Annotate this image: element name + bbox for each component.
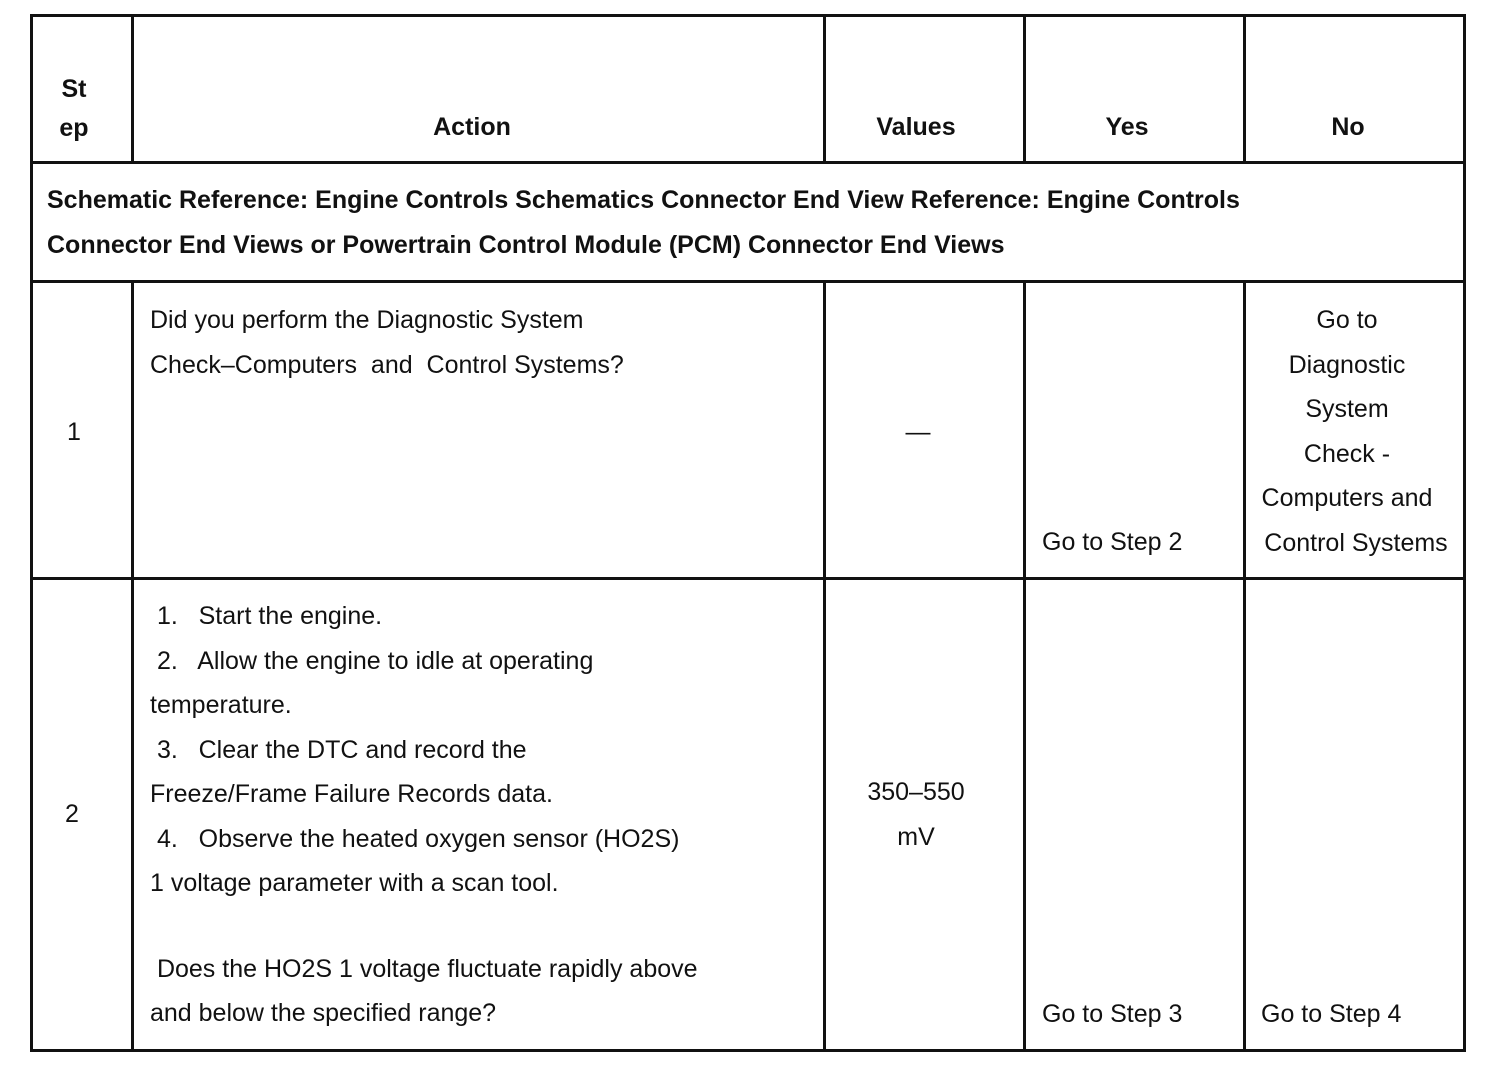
reference-divider <box>30 280 1466 283</box>
row2-values-line: 350–550 <box>867 778 965 806</box>
header-step <box>34 70 114 148</box>
col-divider-action <box>823 280 826 1052</box>
table-border-left <box>30 14 33 1052</box>
row-divider <box>30 577 1466 580</box>
row2-action-line: Freeze/Frame Failure Records data. <box>150 780 553 808</box>
row2-action-line: 2. Allow the engine to idle at operating <box>150 646 594 675</box>
table-border-right <box>1463 14 1466 1052</box>
row2-action-line: Does the HO2S 1 voltage fluctuate rapidly above <box>150 954 698 983</box>
row1-no-line: Go to <box>1316 306 1378 334</box>
row2-action-line: 4. Observe the heated oxygen sensor (HO2S) <box>150 824 680 853</box>
row1-values: — <box>905 418 931 446</box>
col-divider-values <box>1023 280 1026 1052</box>
row1-no-line: Check - <box>1303 439 1391 468</box>
row2-yes: Go to Step 3 <box>1042 1000 1183 1028</box>
row1-no-line: Computers and <box>1261 484 1433 512</box>
header-divider <box>30 161 1466 164</box>
row1-step: 1 <box>67 418 81 446</box>
reference-line: Connector End Views or Powertrain Control Module (PCM) Connector End Views <box>47 230 1005 259</box>
row2-action-line: and below the specified range? <box>150 999 497 1027</box>
row2-action-line: 1 voltage parameter with a scan tool. <box>150 869 559 897</box>
table-border-top <box>30 14 1466 17</box>
header-yes: Yes <box>1105 113 1149 141</box>
row2-action <box>150 594 815 1036</box>
header-action: Action <box>433 113 511 141</box>
header-step-line: ep <box>59 114 89 142</box>
row2-values <box>826 770 1006 859</box>
header-values: Values <box>876 113 956 141</box>
row1-no-line: Control Systems <box>1264 528 1448 557</box>
col-divider-step <box>131 280 134 1052</box>
row1-action-line: Did you perform the Diagnostic System <box>150 306 584 334</box>
header-no: No <box>1331 113 1365 141</box>
row1-action <box>150 298 815 387</box>
diagnostic-table <box>30 14 1466 1052</box>
row2-action-line <box>150 906 815 947</box>
row2-values-line: mV <box>897 822 935 851</box>
row2-no: Go to Step 4 <box>1261 1000 1402 1028</box>
row2-action-line: 3. Clear the DTC and record the <box>150 735 527 764</box>
row1-no <box>1246 298 1448 565</box>
row1-action-line: Check–Computers and Control Systems? <box>150 350 624 379</box>
row1-yes: Go to Step 2 <box>1042 528 1183 556</box>
row2-action-line: 1. Start the engine. <box>150 602 383 630</box>
reference-line: Schematic Reference: Engine Controls Schematics Connector End View Reference: Engine Controls <box>47 186 1240 214</box>
row2-action-line: temperature. <box>150 691 292 719</box>
header-step-line: St <box>61 75 87 103</box>
table-border-bottom <box>30 1049 1466 1052</box>
reference-text <box>47 178 1457 267</box>
row1-no-line: Diagnostic <box>1288 350 1406 379</box>
row2-step: 2 <box>65 800 79 828</box>
row1-no-line: System <box>1305 395 1389 423</box>
